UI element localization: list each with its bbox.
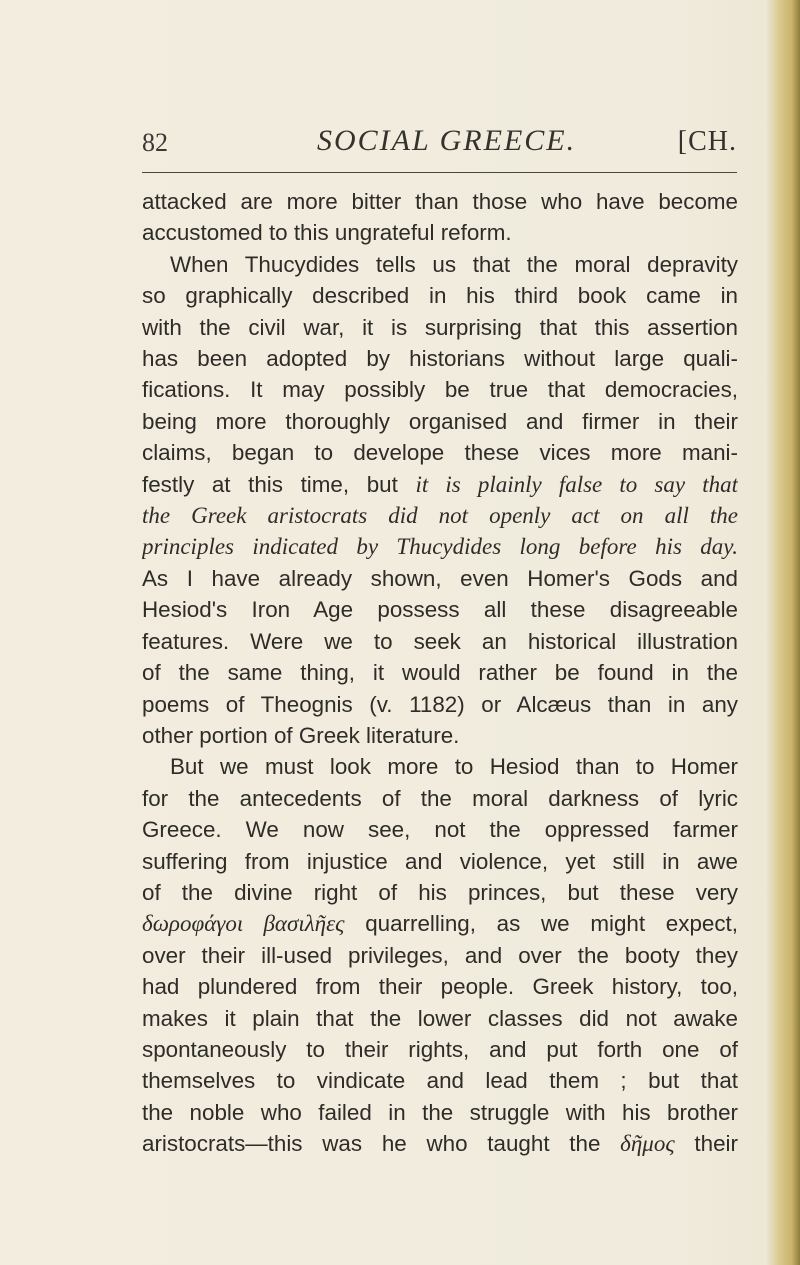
text-segment: their: [694, 1131, 738, 1157]
greek-text: δῆμος: [620, 1131, 675, 1157]
text-line: of the divine right of his princes, but these very: [142, 879, 738, 905]
text-line: for the antecedents of the moral darkness of lyric: [142, 785, 738, 811]
text-line: Hesiod's Iron Age possess all these disagreeable: [142, 597, 738, 623]
text-line: of the same thing, it would rather be found in the: [142, 660, 738, 686]
text-line: But we must look more to Hesiod than to Homer: [170, 754, 738, 780]
text-line: [142, 908, 738, 939]
text-line: suffering from injustice and violence, yet still in awe: [142, 848, 738, 874]
header-rule: [142, 172, 737, 173]
text-line: the noble who failed in the struggle with his brother: [142, 1099, 738, 1125]
text-line: makes it plain that the lower classes did not awake: [142, 1005, 738, 1031]
text-line: so graphically described in his third book came in: [142, 283, 738, 309]
page-header: [142, 124, 737, 164]
text-line: attacked are more bitter than those who have become: [142, 189, 738, 214]
text-line: [142, 469, 738, 500]
text-segment: quarrelling, as we might expect,: [365, 911, 738, 937]
text-line: had plundered from their people. Greek history, too,: [142, 974, 738, 1000]
text-segment: aristocrats—this was he who taught the: [142, 1131, 601, 1157]
body-text: [142, 186, 738, 1160]
italic-line: principles indicated by Thucydides long before his day.: [142, 534, 738, 560]
italic-text: it is plainly false to say that: [415, 471, 738, 497]
chapter-mark: [CH.: [677, 126, 737, 157]
text-line: [142, 1128, 738, 1159]
text-line: being more thoroughly organised and firmer in their: [142, 408, 738, 434]
text-line: As I have already shown, even Homer's Gods and: [142, 565, 738, 591]
text-line: with the civil war, it is surprising that this assertion: [142, 314, 738, 340]
text-line: themselves to vindicate and lead them ; but that: [142, 1068, 738, 1094]
text-line: has been adopted by historians without large quali-: [142, 346, 738, 372]
text-line: features. Were we to seek an historical illustration: [142, 628, 738, 654]
greek-text: δωροφάγοι βασιλῆες: [142, 911, 345, 937]
running-title: SOCIAL GREECE.: [317, 124, 577, 157]
text-line: Greece. We now see, not the oppressed farmer: [142, 817, 738, 843]
page-number: 82: [142, 128, 168, 157]
text-line: claims, began to develope these vices more mani-: [142, 440, 738, 466]
text-line: poems of Theognis (v. 1182) or Alcæus than in any: [142, 691, 738, 717]
text-line: When Thucydides tells us that the moral depravity: [170, 251, 738, 277]
text-line: fications. It may possibly be true that democracies,: [142, 377, 738, 403]
page-edge-shadow: [766, 0, 800, 1265]
text-line: accustomed to this ungrateful reform.: [142, 220, 512, 246]
italic-line: the Greek aristocrats did not openly act on all the: [142, 503, 738, 529]
text-line: spontaneously to their rights, and put forth one of: [142, 1036, 738, 1062]
text-line: over their ill-used privileges, and over the booty they: [142, 942, 738, 968]
text-line: other portion of Greek literature.: [142, 722, 460, 748]
text-segment: festly at this time, but: [142, 471, 398, 497]
